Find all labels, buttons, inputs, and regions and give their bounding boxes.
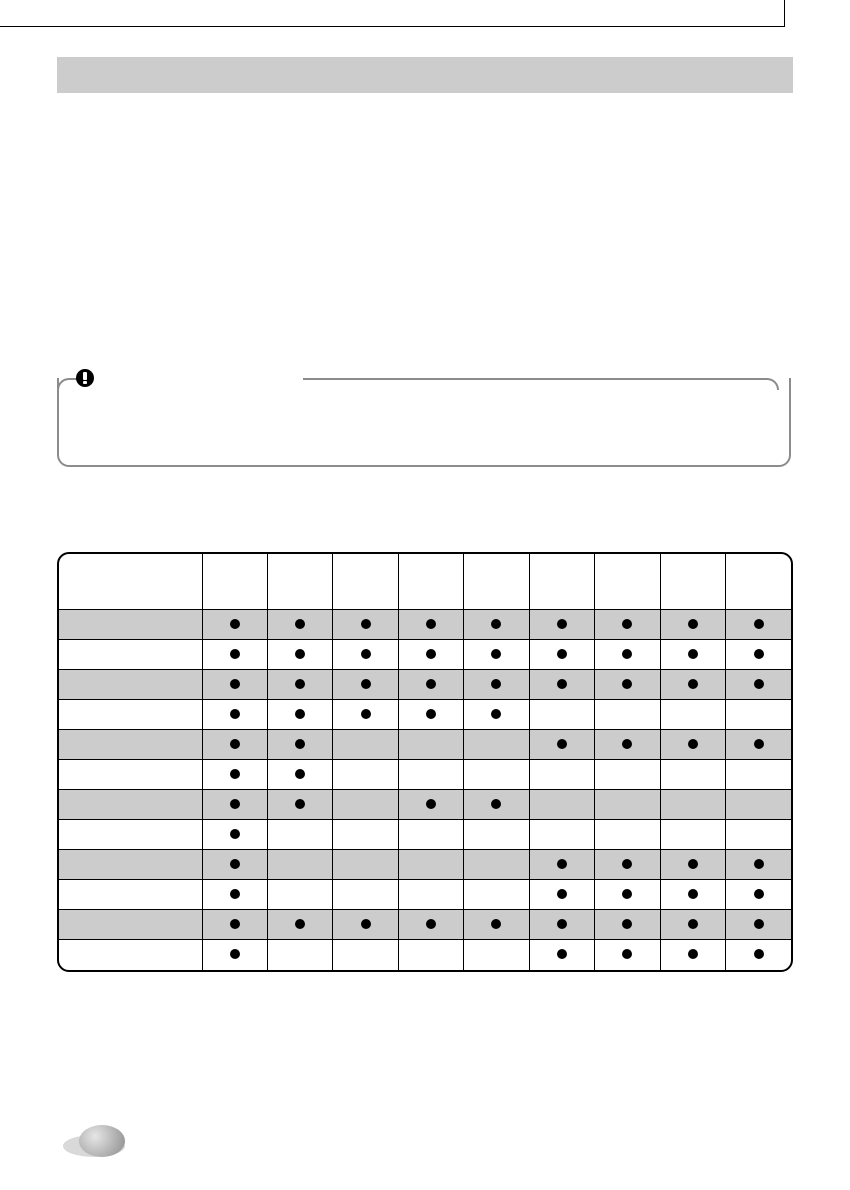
table-cell [529, 820, 594, 850]
header-cell [398, 554, 463, 610]
filled-circle-icon [426, 679, 436, 689]
table-cell [267, 880, 332, 910]
table-cell [202, 610, 267, 640]
table-cell [464, 940, 529, 970]
filled-circle-icon [230, 619, 240, 629]
table-cell [202, 760, 267, 790]
filled-circle-icon [361, 649, 371, 659]
header-cell [660, 554, 725, 610]
table-cell [398, 760, 463, 790]
table-cell [595, 880, 660, 910]
table-cell [333, 640, 398, 670]
page-number-tab [63, 1125, 125, 1157]
table-cell [333, 730, 398, 760]
filled-circle-icon [557, 679, 567, 689]
table-cell [726, 610, 792, 640]
row-label-cell [59, 730, 202, 760]
filled-circle-icon [295, 739, 305, 749]
filled-circle-icon [754, 739, 764, 749]
table-cell [333, 880, 398, 910]
filled-circle-icon [754, 679, 764, 689]
table-cell [529, 940, 594, 970]
header-cell [464, 554, 529, 610]
filled-circle-icon [491, 799, 501, 809]
filled-circle-icon [557, 919, 567, 929]
header-cell [202, 554, 267, 610]
filled-circle-icon [491, 649, 501, 659]
table-cell [202, 700, 267, 730]
filled-circle-icon [622, 889, 632, 899]
table-cell [267, 640, 332, 670]
table-cell [726, 820, 792, 850]
filled-circle-icon [295, 709, 305, 719]
table-cell [267, 610, 332, 640]
filled-circle-icon [622, 619, 632, 629]
filled-circle-icon [230, 949, 240, 959]
filled-circle-icon [426, 649, 436, 659]
table-cell [660, 790, 725, 820]
table-cell [267, 910, 332, 940]
table-cell [529, 790, 594, 820]
filled-circle-icon [688, 859, 698, 869]
table-cell [267, 790, 332, 820]
header-cell [59, 554, 202, 610]
header-cell [267, 554, 332, 610]
filled-circle-icon [295, 649, 305, 659]
table-row [59, 730, 791, 760]
table-cell [333, 760, 398, 790]
table-cell [202, 850, 267, 880]
row-label-cell [59, 940, 202, 970]
filled-circle-icon [491, 709, 501, 719]
table-cell [726, 760, 792, 790]
table-cell [202, 880, 267, 910]
row-label-cell [59, 850, 202, 880]
table-cell [529, 850, 594, 880]
filled-circle-icon [361, 709, 371, 719]
table-cell [595, 610, 660, 640]
table-cell [333, 610, 398, 640]
table-cell [726, 880, 792, 910]
table-cell [333, 700, 398, 730]
table-cell [398, 880, 463, 910]
table-cell [267, 820, 332, 850]
table-cell [529, 640, 594, 670]
filled-circle-icon [754, 859, 764, 869]
top-crop-rule [0, 26, 785, 27]
filled-circle-icon [688, 889, 698, 899]
row-label-cell [59, 760, 202, 790]
filled-circle-icon [622, 679, 632, 689]
filled-circle-icon [754, 949, 764, 959]
section-title-bar [57, 57, 793, 93]
table-row [59, 670, 791, 700]
filled-circle-icon [754, 649, 764, 659]
table-cell [267, 700, 332, 730]
filled-circle-icon [622, 739, 632, 749]
notice-box [57, 378, 791, 467]
filled-circle-icon [491, 919, 501, 929]
table-body [59, 610, 791, 971]
table-cell [333, 910, 398, 940]
table-row [59, 880, 791, 910]
table-row [59, 760, 791, 790]
filled-circle-icon [230, 859, 240, 869]
table-cell [398, 700, 463, 730]
table-cell [202, 910, 267, 940]
table-cell [726, 790, 792, 820]
table-row [59, 610, 791, 640]
table-cell [398, 820, 463, 850]
table-cell [726, 670, 792, 700]
table-cell [464, 760, 529, 790]
filled-circle-icon [622, 859, 632, 869]
filled-circle-icon [557, 739, 567, 749]
table-cell [660, 610, 725, 640]
table-cell [595, 940, 660, 970]
table-cell [202, 670, 267, 700]
filled-circle-icon [491, 679, 501, 689]
table-row [59, 700, 791, 730]
table-row [59, 940, 791, 970]
filled-circle-icon [295, 919, 305, 929]
filled-circle-icon [622, 649, 632, 659]
table-cell [726, 700, 792, 730]
row-label-cell [59, 880, 202, 910]
filled-circle-icon [230, 829, 240, 839]
filled-circle-icon [426, 619, 436, 629]
table-row [59, 850, 791, 880]
filled-circle-icon [230, 709, 240, 719]
table-cell [464, 700, 529, 730]
filled-circle-icon [295, 679, 305, 689]
filled-circle-icon [426, 799, 436, 809]
filled-circle-icon [688, 649, 698, 659]
filled-circle-icon [688, 919, 698, 929]
table-cell [398, 610, 463, 640]
table-cell [595, 820, 660, 850]
table-cell [726, 940, 792, 970]
filled-circle-icon [295, 799, 305, 809]
table-cell [202, 820, 267, 850]
table-cell [595, 910, 660, 940]
table-row [59, 820, 791, 850]
header-cell [595, 554, 660, 610]
filled-circle-icon [230, 799, 240, 809]
table-cell [202, 940, 267, 970]
row-label-cell [59, 820, 202, 850]
filled-circle-icon [426, 919, 436, 929]
table-cell [398, 940, 463, 970]
table-cell [660, 760, 725, 790]
table-cell [267, 730, 332, 760]
table-header-row [59, 554, 791, 610]
filled-circle-icon [688, 739, 698, 749]
table-cell [202, 730, 267, 760]
table-cell [726, 640, 792, 670]
table-cell [267, 670, 332, 700]
filled-circle-icon [688, 949, 698, 959]
table-cell [267, 940, 332, 970]
row-label-cell [59, 670, 202, 700]
filled-circle-icon [295, 769, 305, 779]
table-cell [267, 760, 332, 790]
table-cell [398, 910, 463, 940]
filled-circle-icon [230, 679, 240, 689]
header-cell [726, 554, 792, 610]
table-cell [595, 640, 660, 670]
table-cell [529, 760, 594, 790]
filled-circle-icon [361, 619, 371, 629]
filled-circle-icon [295, 619, 305, 629]
filled-circle-icon [557, 949, 567, 959]
top-crop-tick [784, 0, 785, 27]
table-cell [464, 610, 529, 640]
table-cell [333, 670, 398, 700]
filled-circle-icon [230, 769, 240, 779]
table-cell [660, 940, 725, 970]
table-cell [660, 700, 725, 730]
table-cell [333, 850, 398, 880]
table-cell [202, 790, 267, 820]
table-cell [726, 730, 792, 760]
table-cell [660, 640, 725, 670]
filled-circle-icon [754, 919, 764, 929]
table-cell [660, 880, 725, 910]
filled-circle-icon [688, 619, 698, 629]
page-tab-ball [79, 1125, 125, 1157]
table-cell [464, 790, 529, 820]
table-cell [202, 640, 267, 670]
header-cell [529, 554, 594, 610]
filled-circle-icon [491, 619, 501, 629]
table-cell [464, 640, 529, 670]
row-label-cell [59, 700, 202, 730]
filled-circle-icon [426, 709, 436, 719]
compatibility-table [57, 552, 793, 972]
caution-icon [76, 369, 94, 387]
row-label-cell [59, 610, 202, 640]
table-cell [529, 700, 594, 730]
table-cell [595, 790, 660, 820]
table-cell [398, 670, 463, 700]
table-cell [595, 700, 660, 730]
table-cell [529, 670, 594, 700]
table-cell [595, 760, 660, 790]
row-label-cell [59, 640, 202, 670]
table-cell [529, 910, 594, 940]
filled-circle-icon [622, 919, 632, 929]
table-cell [660, 670, 725, 700]
filled-circle-icon [754, 619, 764, 629]
table-cell [464, 820, 529, 850]
table-cell [398, 850, 463, 880]
table-cell [464, 910, 529, 940]
filled-circle-icon [622, 949, 632, 959]
filled-circle-icon [754, 889, 764, 899]
table-cell [333, 790, 398, 820]
filled-circle-icon [361, 679, 371, 689]
table-cell [398, 790, 463, 820]
table-cell [726, 850, 792, 880]
table-row [59, 910, 791, 940]
table-cell [529, 610, 594, 640]
table-cell [398, 730, 463, 760]
table-row [59, 640, 791, 670]
filled-circle-icon [230, 919, 240, 929]
table-cell [333, 820, 398, 850]
filled-circle-icon [230, 889, 240, 899]
table-cell [595, 730, 660, 760]
table-cell [660, 910, 725, 940]
table-cell [333, 940, 398, 970]
filled-circle-icon [361, 919, 371, 929]
table-cell [529, 730, 594, 760]
filled-circle-icon [230, 649, 240, 659]
table-cell [267, 850, 332, 880]
row-label-cell [59, 910, 202, 940]
table-cell [595, 850, 660, 880]
table-cell [398, 640, 463, 670]
filled-circle-icon [557, 619, 567, 629]
filled-circle-icon [557, 649, 567, 659]
filled-circle-icon [557, 889, 567, 899]
table-cell [464, 730, 529, 760]
table-cell [529, 880, 594, 910]
table-row [59, 790, 791, 820]
row-label-cell [59, 790, 202, 820]
table-cell [464, 670, 529, 700]
filled-circle-icon [688, 679, 698, 689]
table-cell [595, 670, 660, 700]
table-cell [660, 820, 725, 850]
table-cell [726, 910, 792, 940]
header-cell [333, 554, 398, 610]
filled-circle-icon [557, 859, 567, 869]
table-cell [464, 880, 529, 910]
filled-circle-icon [230, 739, 240, 749]
table-cell [464, 850, 529, 880]
table-cell [660, 730, 725, 760]
table-cell [660, 850, 725, 880]
